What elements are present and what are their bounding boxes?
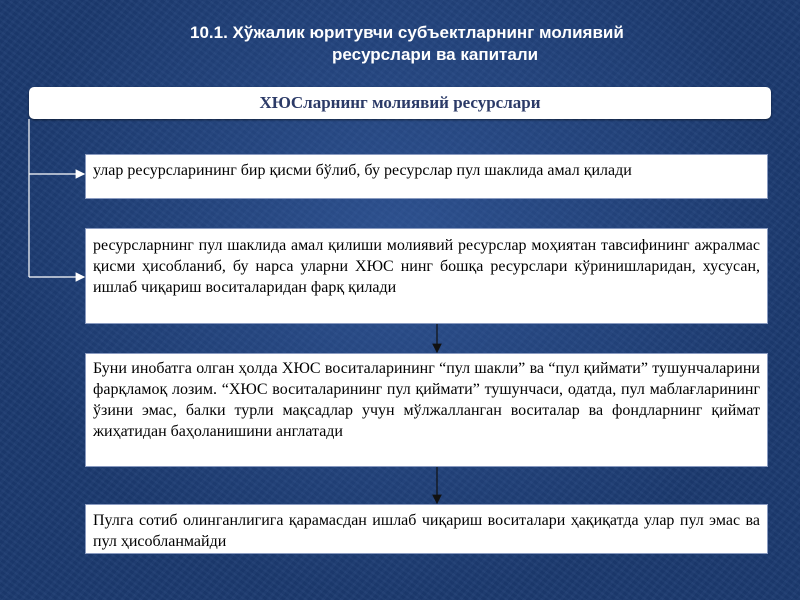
text-box-3: Буни инобатга олган ҳолда ХЮС воситаларининг “пул шакли” ва “пул қиймати” тушунчаларини фарқламоқ лозим. “ХЮС воситаларининг пул қиймати” тушунчаси, одатда, пул маблағларининг ўзини эмас, балки турли мақсадлар учун мўлжалланган воситалар ва фондларнинг қиймат жиҳатидан баҳоланишини англатади <box>85 353 768 467</box>
text-box-4: Пулга сотиб олинганлигига қарамасдан ишлаб чиқариш воситалари ҳақиқатда улар пул эмас ва пул ҳисобланмайди <box>85 504 768 554</box>
header-box: ХЮСларнинг молиявий ресурслари <box>29 87 771 119</box>
title-line-1: 10.1. Хўжалик юритувчи субъектларнинг молиявий <box>190 23 624 42</box>
text-box-2: ресурсларнинг пул шаклида амал қилиши молиявий ресурслар моҳиятан тавсифининг ажралмас қисми ҳисобланиб, бу нарса уларни ХЮС нинг бошқа ресурслари кўринишларидан, хусусан, ишлаб чиқариш воситаларидан фарқ қилади <box>85 228 768 324</box>
title-line-2: ресурслари ва капитали <box>332 45 539 64</box>
text-box-1: улар ресурсларининг бир қисми бўлиб, бу ресурслар пул шаклида амал қилади <box>85 154 768 199</box>
